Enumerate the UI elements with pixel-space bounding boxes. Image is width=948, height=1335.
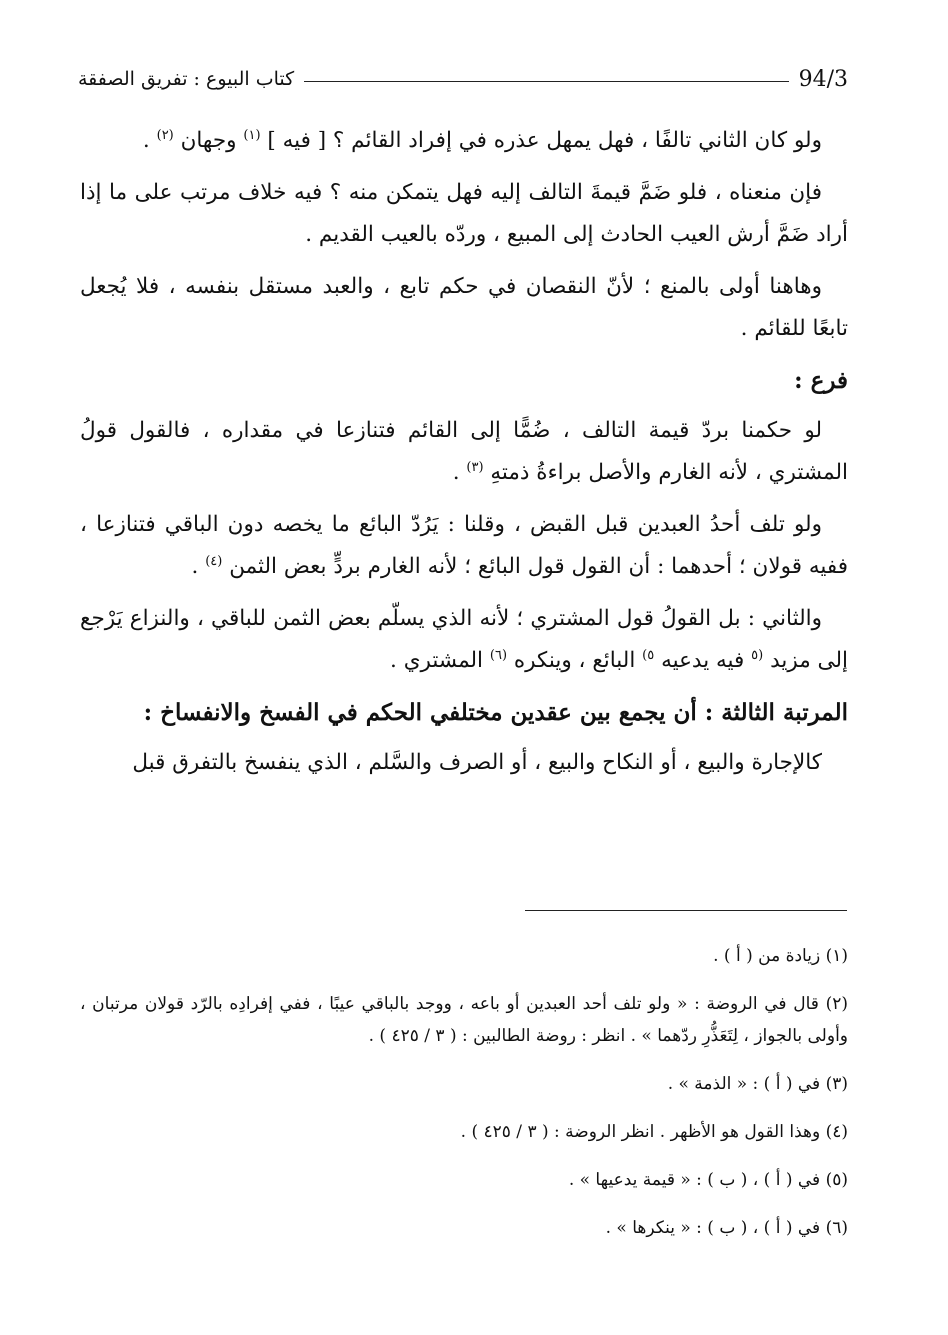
footnote-6: (٦) في ( أ ) ، ( ب ) : « ينكرها » . — [605, 1218, 848, 1238]
paragraph-text: . — [191, 554, 199, 579]
paragraph-text: . — [452, 460, 460, 485]
footnote-ref-4[interactable]: (٤) — [205, 553, 223, 569]
paragraph-5 — [80, 504, 848, 588]
running-title: كتاب البيوع : تفريق الصفقة — [78, 68, 295, 90]
section-heading-third-rank: المرتبة الثالثة : أن يجمع بين عقدين مختلفي الحكم في الفسخ والانفساخ : — [143, 699, 848, 726]
paragraph-text: وجهان — [180, 128, 237, 153]
footnote-ref-6[interactable]: (٦) — [489, 647, 508, 663]
paragraph-6 — [80, 598, 848, 682]
paragraph-text: والثاني : بل القولُ قول المشتري ؛ لأنه الذي يسلّم بعض الثمن للباقي ، والنزاع يَرْجع إلى مزيد — [80, 606, 848, 673]
footnote-ref-2[interactable]: (٢) — [156, 127, 174, 143]
footnote-4: (٤) وهذا القول هو الأظهر . انظر الروضة : ( ٣ / ٤٢٥ ) . — [460, 1122, 848, 1142]
paragraph-text: ولو تلف أحدُ العبدين قبل القبض ، وقلنا : يَرُدّ البائع ما يخصه دون الباقي فتنازعا ، ففيه قولان ؛ أحدهما : أن القول قول البائع ؛ لأنه الغارم بردٍّ بعض الثمن — [80, 512, 848, 579]
page-number: 94/3 — [798, 66, 848, 92]
paragraph-text: لو حكمنا بردّ قيمة التالف ، ضُمًّا إلى القائم فتنازعا في مقداره ، فالقول قولُ المشتري ، لأنه الغارم والأصل براءةُ ذمتهِ — [80, 418, 848, 485]
paragraph-text: . — [142, 128, 150, 153]
paragraph-2: فإن منعناه ، فلو ضَمَّ قيمةَ التالف إليه فهل يتمكن منه ؟ فيه خلاف مرتب على ما إذا أراد ضَمَّ أرش العيب الحادث إلى المبيع ، وردّه بالعيب القديم . — [80, 180, 848, 247]
paragraph-1 — [80, 120, 848, 162]
paragraph-7: كالإجارة والبيع ، أو النكاح والبيع ، أو الصرف والسَّلم ، الذي ينفسخ بالتفرق قبل — [132, 750, 822, 775]
paragraph-4 — [80, 410, 848, 494]
paragraph-3: وهاهنا أولى بالمنع ؛ لأنّ النقصان في حكم تابع ، والعبد مستقل بنفسه ، فلا يُجعل تابعًا للقائم . — [80, 274, 848, 341]
footnote-5: (٥) في ( أ ) ، ( ب ) : « قيمة يدعيها » . — [568, 1170, 848, 1190]
footnote-ref-5-close[interactable]: ٥) — [642, 647, 655, 663]
footnote-2: (٢) قال في الروضة : « ولو تلف أحد العبدين أو باعه ، ووجد بالباقي عيبًا ، ففي إفرادِه بالرّد قولان مرتبان ، وأولى بالجواز ، لِتَعَذُّرِ ردّهما » . انظر : روضة الطالبين : ( ٣ / ٤٢٥ ) . — [80, 994, 848, 1046]
footnote-ref-5-open[interactable]: (٥ — [751, 647, 764, 663]
footnote-separator — [525, 910, 847, 911]
paragraph-text: البائع ، وينكره — [513, 648, 636, 673]
footnote-1: (١) زيادة من ( أ ) . — [713, 946, 848, 966]
footnote-ref-3[interactable]: (٣) — [466, 459, 484, 475]
header-rule — [304, 81, 788, 82]
paragraph-text: فيه يدعيه — [661, 648, 745, 673]
footnote-ref-1[interactable]: (١) — [243, 127, 261, 143]
section-heading-branch: فرع : — [794, 367, 848, 394]
paragraph-text: ولو كان الثاني تالفًا ، فهل يمهل عذره في إفراد القائم ؟ [ فيه ] — [267, 128, 822, 153]
paragraph-text: المشتري . — [390, 648, 484, 673]
main-text — [80, 120, 848, 794]
running-header — [78, 62, 848, 96]
footnote-3: (٣) في ( أ ) : « الذمة » . — [667, 1074, 848, 1094]
footnotes — [80, 940, 848, 1260]
